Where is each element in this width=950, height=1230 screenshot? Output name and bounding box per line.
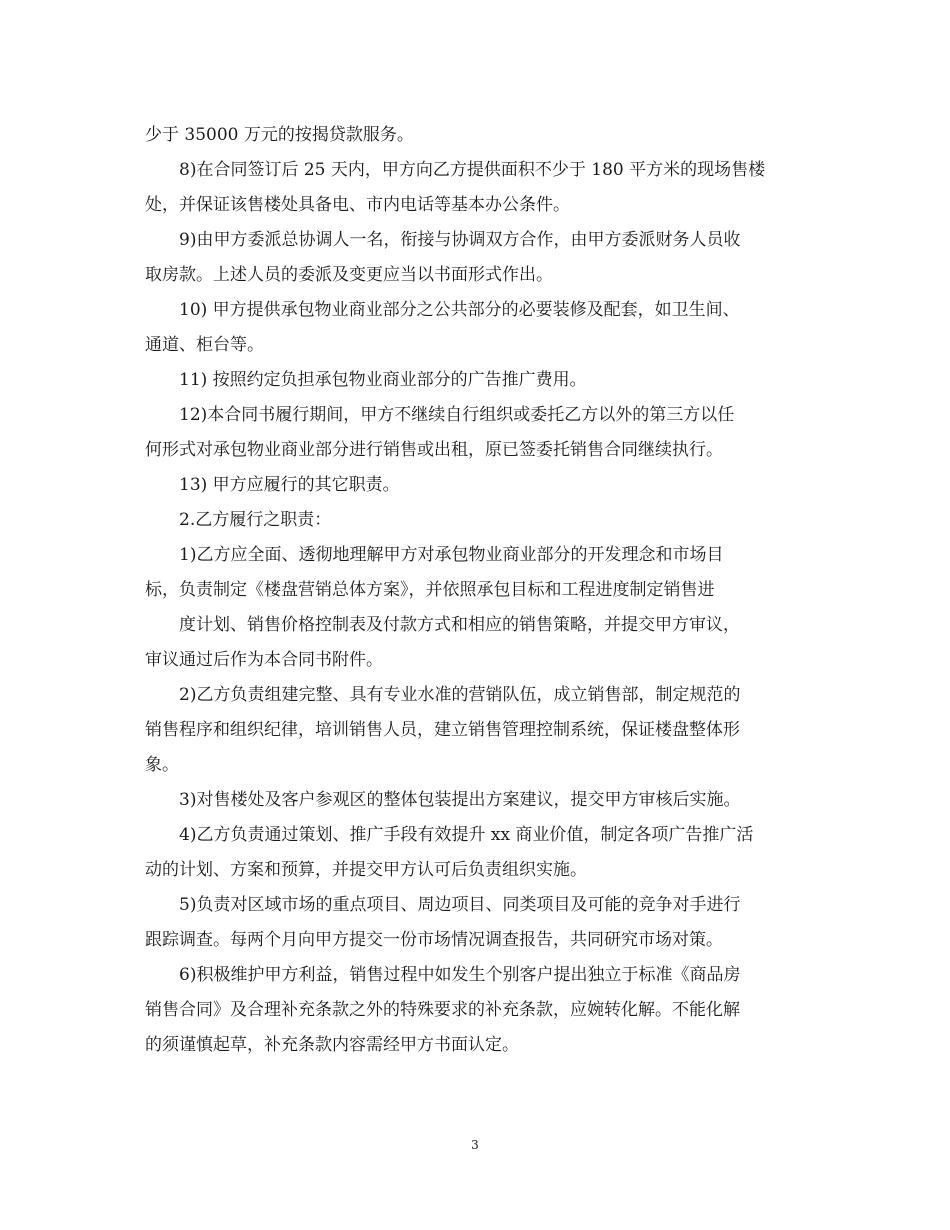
text-line: 13) 甲方应履行的其它职责。 (179, 475, 400, 495)
text-line: 6)积极维护甲方利益，销售过程中如发生个别客户提出独立于标准《商品房 (179, 965, 741, 985)
text-line: 跟踪调查。每两个月向甲方提交一份市场情况调查报告，共同研究市场对策。 (145, 930, 723, 950)
text-line: 10) 甲方提供承包物业商业部分之公共部分的必要装修及配套，如卫生间、 (179, 300, 740, 320)
text-line: 处，并保证该售楼处具备电、市内电话等基本办公条件。 (145, 195, 570, 215)
text-line: 9)由甲方委派总协调人一名，衔接与协调双方合作，由甲方委派财务人员收 (179, 230, 741, 250)
text-line: 标，负责制定《楼盘营销总体方案》，并依照承包目标和工程进度制定销售进 (145, 580, 715, 600)
text-line: 2)乙方负责组建完整、具有专业水准的营销队伍，成立销售部，制定规范的 (179, 685, 741, 705)
text-line: 3)对售楼处及客户参观区的整体包装提出方案建议，提交甲方审核后实施。 (179, 790, 741, 810)
text-line: 通道、柜台等。 (145, 335, 264, 355)
text-line: 象。 (145, 755, 179, 775)
text-line: 12)本合同书履行期间，甲方不继续自行组织或委托乙方以外的第三方以任 (179, 405, 735, 425)
text-line: 的须谨慎起草，补充条款内容需经甲方书面认定。 (145, 1035, 519, 1055)
text-line: 2.乙方履行之职责： (179, 510, 332, 530)
text-line: 1)乙方应全面、透彻地理解甲方对承包物业商业部分的开发理念和市场目 (179, 545, 724, 565)
page-number: 3 (471, 1138, 479, 1152)
text-line: 少于 35000 万元的按揭贷款服务。 (145, 125, 414, 145)
text-line: 销售程序和组织纪律，培训销售人员，建立销售管理控制系统，保证楼盘整体形 (145, 720, 740, 740)
text-line: 4)乙方负责通过策划、推广手段有效提升 xx 商业价值，制定各项广告推广活 (179, 825, 754, 845)
document-body (145, 124, 805, 1069)
text-line: 11) 按照约定负担承包物业商业部分的广告推广费用。 (179, 370, 587, 390)
text-line: 取房款。上述人员的委派及变更应当以书面形式作出。 (145, 265, 553, 285)
text-line: 审议通过后作为本合同书附件。 (145, 650, 383, 670)
text-line: 动的计划、方案和预算，并提交甲方认可后负责组织实施。 (145, 860, 587, 880)
text-line: 8)在合同签订后 25 天内，甲方向乙方提供面积不少于 180 平方米的现场售楼 (179, 160, 766, 180)
text-line: 度计划、销售价格控制表及付款方式和相应的销售策略，并提交甲方审议， (179, 615, 740, 635)
text-line: 何形式对承包物业商业部分进行销售或出租，原已签委托销售合同继续执行。 (145, 440, 723, 460)
text-line: 5)负责对区域市场的重点项目、周边项目、同类项目及可能的竞争对手进行 (179, 895, 741, 915)
text-line: 销售合同》及合理补充条款之外的特殊要求的补充条款，应婉转化解。不能化解 (145, 1000, 740, 1020)
